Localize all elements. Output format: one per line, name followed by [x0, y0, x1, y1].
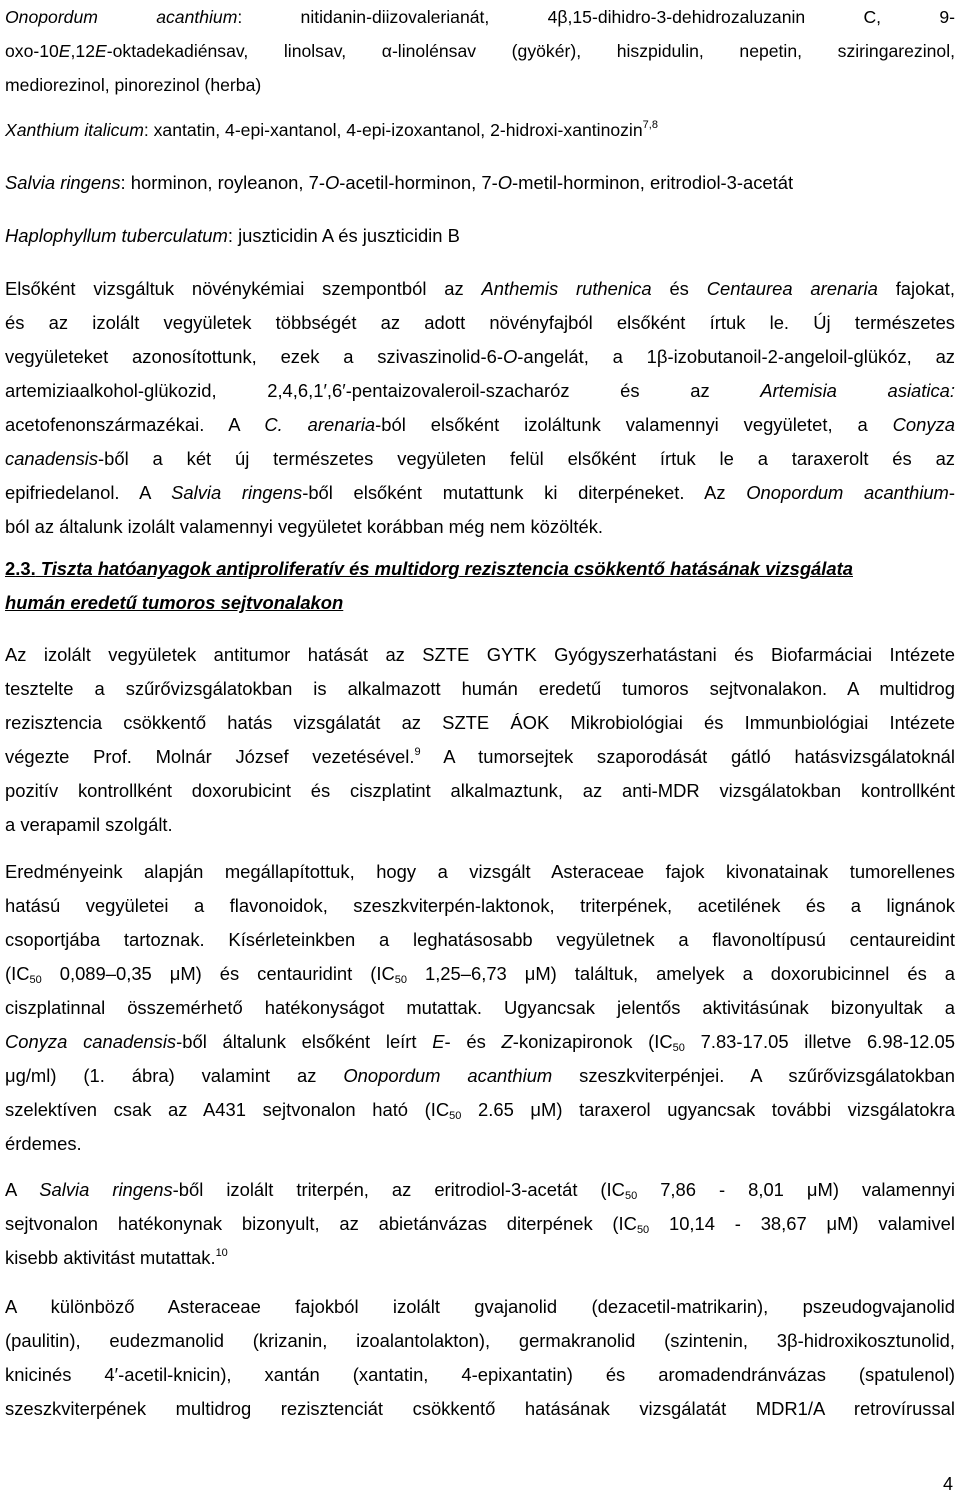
species-name: Xanthium italicum	[5, 120, 144, 140]
salvia-entry: Salvia ringens: horminon, royleanon, 7-O-acetil-horminon, 7-O-metil-horminon, eritrodiol-3-acetát	[5, 172, 794, 193]
haplophyllum-entry: Haplophyllum tuberculatum: juszticidin A és juszticidin B	[5, 225, 460, 246]
reference-mark: 7,8	[642, 119, 658, 131]
paragraph-mdr: A különböző Asteraceae fajokból izolált gvajanolid (dezacetil-matrikarin), pszeudogvajanolid (paulitin), eudezmanolid (krizanin, izoalantolakton), germakranolid (szintenin, 3β-hidroxikosztunolid, knicinés 4′-acetil-knicin), xantán (xantatin, 4-epixantatin) és aromadendránvázas (spatulenol) szeszkviterpének multidrog rezisztenciát csökkentő hatásának vizsgálatát MDR1/A retrovírussal	[5, 1296, 955, 1419]
section-number: 2.3.	[5, 558, 36, 579]
paragraph-phytochemistry: Elsőként vizsgáltuk növénykémiai szempontból az Anthemis ruthenica és Centaurea arenaria fajokat, és az izolált vegyületek többségét az adott növényfajból elsőként írtuk le. Új természetes vegyületeket azonosítottunk, ezek a szivaszinolid-6-O-angelát, a 1β-izobutanoil-2-angeloil-glükóz, az artemiziaalkohol-glükozid, 2,4,6,1′,6′-pentaizovaleroil-szacharóz és az Artemisia asiatica: acetofenonszármazékai. A C. arenaria-ból elsőként izoláltunk valamennyi vegyületet, a Conyza canadensis-ből a két új természetes vegyületen felül elsőként írtuk le a taraxerolt és az epifriedelanol. A Salvia ringens-ből elsőként mutattunk ki diterpéneket. Az Onopordum acanthium- ból az általunk izolált valamennyi vegyületet korábban még nem közölték.	[5, 278, 956, 537]
reference-mark: 9	[414, 746, 421, 758]
paragraph-methods: Az izolált vegyületek antitumor hatását az SZTE GYTK Gyógyszerhatástani és Biofarmáciai Intézete tesztelte a szűrővizsgálatokban is alkalmazott humán eredetű tumoros sejtvonalakon. A multidrog rezisztencia csökkentő hatás vizsgálatát az SZTE ÁOK Mikrobiológiai és Immunbiológiai Intézete végezte Prof. Molnár József vezetésével.$^9$ A tumorsejtek szaporodását gátló hatásvizsgálatoknál pozitív kontrollként doxorubicint és ciszplatint alkalmaztunk, az anti-MDR vizsgálatokban kontrollként a verapamil szolgált.	[5, 644, 955, 835]
xanthium-entry: Xanthium italicum: xantatin, 4-epi-xantanol, 4-epi-izoxantanol, 2-hidroxi-xantinozin$^{7,8}$	[5, 119, 658, 140]
species-name: Salvia ringens	[5, 172, 121, 193]
paragraph-results: Eredményeink alapján megállapítottuk, hogy a vizsgált Asteraceae fajok kivonatainak tumorellenes hatású vegyületei a flavonoidok, szeszkviterpén-laktonok, triterpének, acetilének és a lignánok csoportjába tartoznak. Kísérleteinkben a leghatásosabb vegyületnek a flavonoltípusú centaureidint ($IC_{50}$ 0,089–0,35 μM) és centauridint ($IC_{50}$ 1,25–6,73 μM) találtuk, amelyek a doxorubicinnel és a ciszplatinnal összemérhető hatékonyságot mutattak. Ugyancsak jelentős aktivitásúnak bizonyultak a Conyza canadensis-ből általunk elsőként leírt E- és Z-konizapironok ($IC_{50}$ 7.83-17.05 illetve 6.98-12.05 μg/ml) (1. ábra) valamint az Onopordum acanthium szeszkviterpénjei. A szűrővizsgálatokban szelektíven csak az A431 sejtvonalon ható ($IC_{50}$ 2.65 μM) taraxerol ugyancsak további vizsgálatokra érdemes.	[5, 861, 956, 1154]
reference-mark: 10	[215, 1247, 228, 1259]
onopordum-entry: Onopordum acanthium: nitidanin-diizovalerianát, 4β,15-dihidro-3-dehidrozaluzanin C, 9- oxo-10E,12E-oktadekadiénsav, linolsav, α-linolénsav (gyökér), hiszpidulin, nepetin, sziringarezinol, mediorezinol, pinorezinol (herba)	[5, 7, 955, 95]
section-heading: 2.3. Tiszta hatóanyagok antiproliferatív és multidorg rezisztencia csökkentő hatásának vizsgálata humán eredetű tumoros sejtvonalakon	[5, 558, 853, 613]
species-name: Haplophyllum tuberculatum	[5, 225, 228, 246]
page-number: 4	[942, 1474, 953, 1494]
species-name: Onopordum acanthium	[5, 7, 238, 27]
paragraph-salvia: A Salvia ringens-ből izolált triterpén, az eritrodiol-3-acetát ($IC_{50}$ 7,86 - 8,01 μM) valamennyi sejtvonalon hatékonynak bizonyult, az abietánvázas diterpének ($IC_{50}$ 10,14 - 38,67 μM) valamivel kisebb aktivitást mutattak.$^{10}$	[5, 1179, 955, 1268]
